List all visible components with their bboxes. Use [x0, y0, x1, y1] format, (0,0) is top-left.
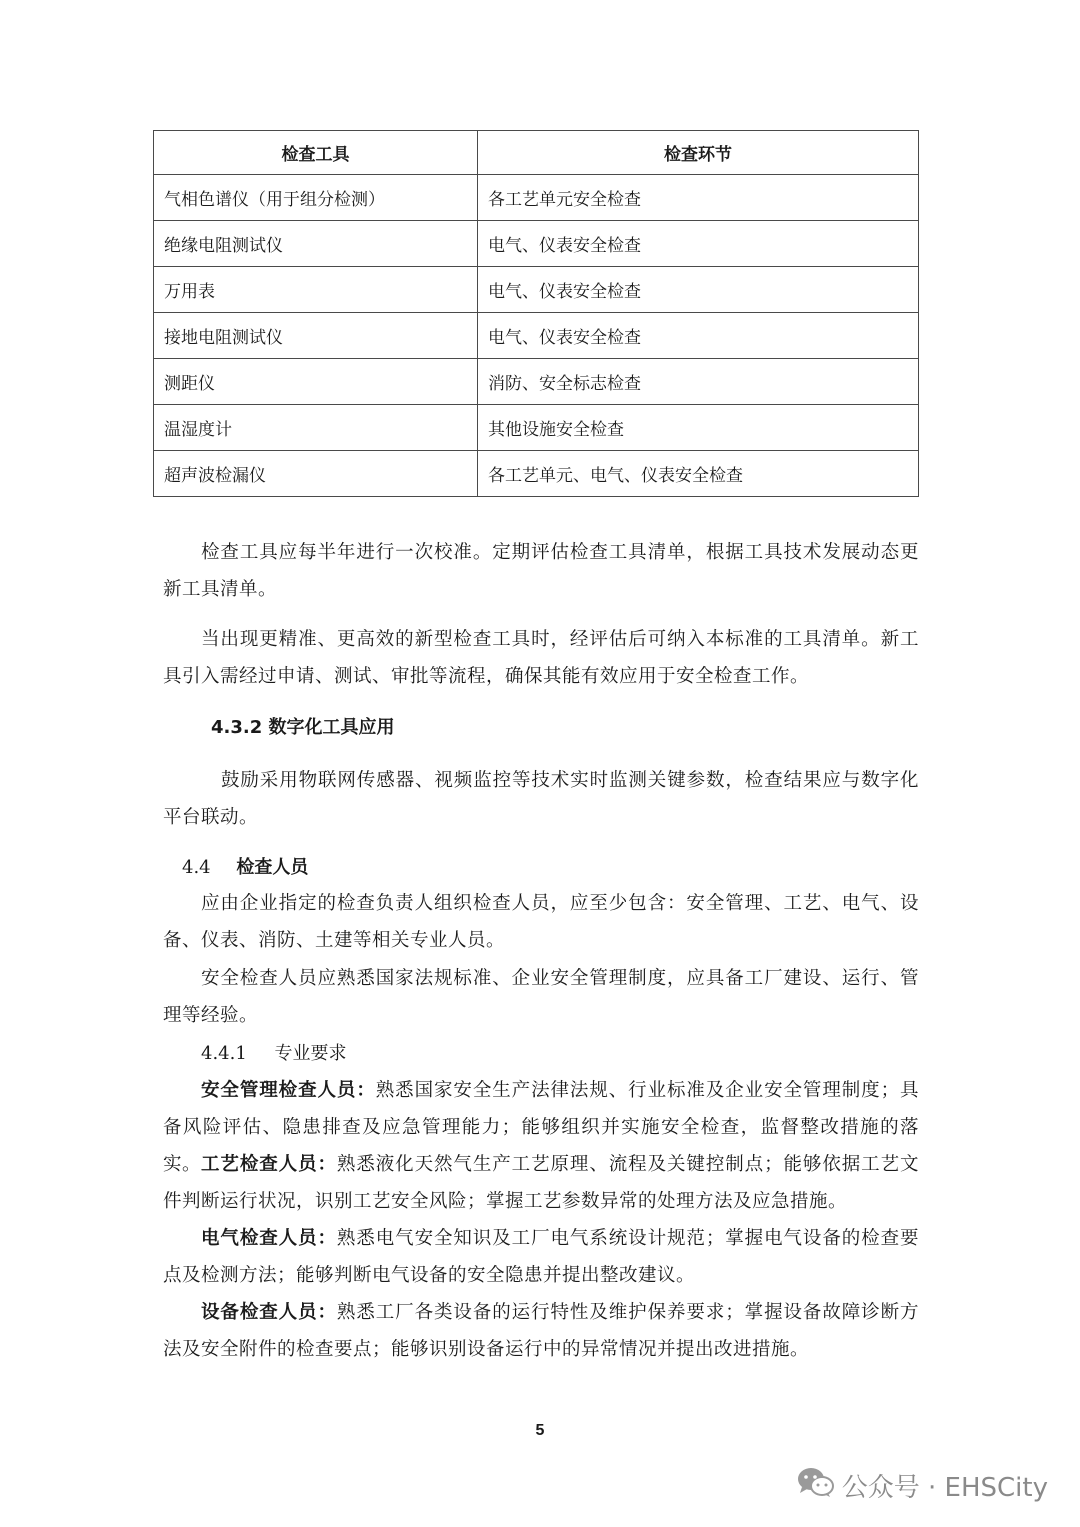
requirement-label: 工艺检查人员：	[201, 1154, 337, 1175]
tool-cell: 接地电阻测试仪	[154, 313, 478, 359]
table-row	[154, 221, 919, 267]
table-row	[154, 451, 919, 497]
digital-paragraph: 鼓励采用物联网传感器、视频监控等技术实时监测关键参数，检查结果应与数字化平台联动。	[163, 770, 919, 828]
section-number: 4.4	[182, 857, 211, 878]
stage-cell: 电气、仪表安全检查	[478, 267, 919, 313]
tool-cell: 温湿度计	[154, 405, 478, 451]
new-tools-paragraph: 当出现更精准、更高效的新型检查工具时，经评估后可纳入本标准的工具清单。新工具引入需经过申请、测试、审批等流程，确保其能有效应用于安全检查工作。	[163, 629, 919, 687]
wechat-icon	[796, 1466, 834, 1505]
stage-cell: 电气、仪表安全检查	[478, 313, 919, 359]
tool-cell: 绝缘电阻测试仪	[154, 221, 478, 267]
section-title: 检查人员	[236, 857, 309, 878]
requirement-text: 熟悉工厂各类设备的运行特性及维护保养要求；掌握设备故障诊断方法及安全附件的检查要点；能够识别设备运行中的异常情况并提出改进措施。	[163, 1302, 919, 1360]
requirement-text: 熟悉电气安全知识及工厂电气系统设计规范；掌握电气设备的检查要点及检测方法；能够判断电气设备的安全隐患并提出整改建议。	[163, 1228, 919, 1286]
requirement-text: 熟悉国家安全生产法律法规、行业标准及企业安全管理制度；具备风险评估、隐患排查及应急管理能力；能够组织并实施安全检查，监督整改措施的落实。	[163, 1080, 919, 1175]
watermark-text: 公众号 · EHSCity	[841, 1473, 1048, 1503]
stage-cell: 消防、安全标志检查	[478, 359, 919, 405]
section-heading-4-4	[182, 853, 308, 883]
inspection-tools-table	[153, 130, 919, 497]
table-row	[154, 267, 919, 313]
requirement-text: 熟悉液化天然气生产工艺原理、流程及关键控制点；能够依据工艺文件判断运行状况，识别工艺安全风险；掌握工艺参数异常的处理方法及应急措施。	[163, 1154, 919, 1212]
section-title: 专业要求	[274, 1043, 347, 1064]
section-heading-4-3-2: 4.3.2 数字化工具应用	[211, 717, 395, 738]
requirement-label: 电气检查人员：	[201, 1228, 337, 1249]
table-row	[154, 175, 919, 221]
tool-cell: 超声波检漏仪	[154, 451, 478, 497]
tool-cell: 气相色谱仪（用于组分检测）	[154, 175, 478, 221]
stage-cell: 电气、仪表安全检查	[478, 221, 919, 267]
requirement-electrical	[163, 1220, 919, 1294]
column-header-stage: 检查环节	[478, 131, 919, 175]
section-number: 4.4.1	[201, 1043, 247, 1064]
table-row	[154, 405, 919, 451]
personnel-paragraph-1: 应由企业指定的检查负责人组织检查人员，应至少包含：安全管理、工艺、电气、设备、仪表、消防、土建等相关专业人员。	[163, 893, 919, 951]
tool-cell: 测距仪	[154, 359, 478, 405]
personnel-paragraph-2: 安全检查人员应熟悉国家法规标准、企业安全管理制度，应具备工厂建设、运行、管理等经验。	[163, 968, 919, 1026]
stage-cell: 各工艺单元安全检查	[478, 175, 919, 221]
requirement-process	[163, 1146, 919, 1220]
column-header-tool: 检查工具	[154, 131, 478, 175]
table-header-row	[154, 131, 919, 175]
requirement-label: 设备检查人员：	[201, 1302, 337, 1323]
stage-cell: 其他设施安全检查	[478, 405, 919, 451]
watermark	[796, 1466, 1048, 1505]
page-number: 5	[535, 1422, 545, 1439]
requirement-equipment	[163, 1294, 919, 1368]
requirement-label: 安全管理检查人员：	[201, 1080, 376, 1101]
tool-cell: 万用表	[154, 267, 478, 313]
calibration-paragraph: 检查工具应每半年进行一次校准。定期评估检查工具清单，根据工具技术发展动态更新工具清单。	[163, 542, 919, 600]
section-heading-4-4-1	[201, 1039, 347, 1069]
table-row	[154, 359, 919, 405]
stage-cell: 各工艺单元、电气、仪表安全检查	[478, 451, 919, 497]
table-row	[154, 313, 919, 359]
